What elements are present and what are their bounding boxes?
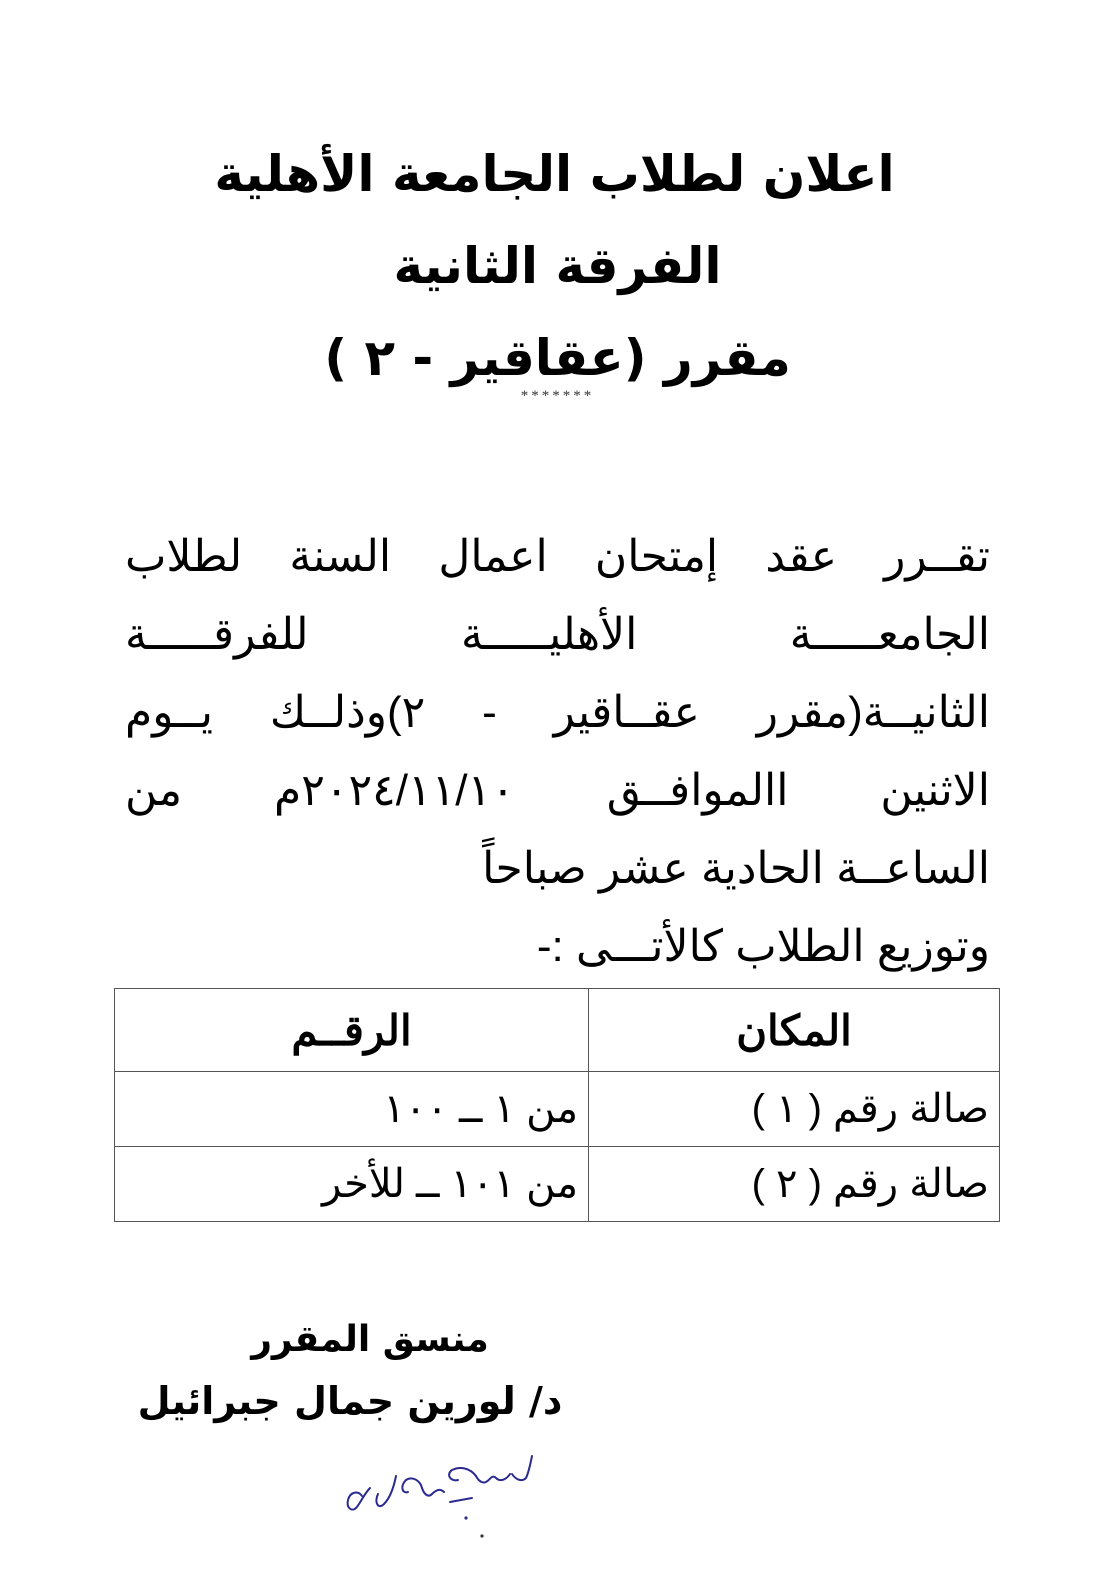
header-place: المكان — [589, 989, 1000, 1072]
cell-range: من ١٠١ ــ للأخر — [115, 1147, 589, 1222]
signature-block — [120, 1310, 580, 1432]
handwritten-signature-icon — [340, 1452, 540, 1542]
header-number: الرقــم — [115, 989, 589, 1072]
table-row — [115, 1072, 1000, 1147]
cell-place: صالة رقم ( ١ ) — [589, 1072, 1000, 1147]
title-line-course: مقرر (عقاقير - ٢ ) — [324, 329, 791, 387]
title-line-year: الفرقة الثانية — [393, 237, 722, 295]
title-line-audience: اعلان لطلاب الجامعة الأهلية — [214, 145, 895, 203]
body-line: وتوزيع الطلاب كالأتـــى :- — [536, 922, 990, 971]
announcement-title — [0, 128, 1115, 404]
table-header-row — [115, 989, 1000, 1072]
coordinator-role: منسق المقرر — [251, 1319, 489, 1360]
announcement-body — [125, 518, 990, 986]
body-line: الثانيــة(مقرر عقــاقير - ٢)وذلــك يــوم — [125, 688, 990, 737]
coordinator-name: د/ لورين جمال جبرائيل — [137, 1379, 563, 1423]
body-line: الاثنين االموافــق ٢٠٢٤/١١/١٠م من — [125, 766, 991, 815]
table-row — [115, 1147, 1000, 1222]
body-line: الجامعـــــة الأهليـــــة للفرقـــــة — [125, 610, 990, 659]
cell-place: صالة رقم ( ٢ ) — [589, 1147, 1000, 1222]
distribution-table — [114, 988, 1000, 1222]
cell-range: من ١ ــ ١٠٠ — [115, 1072, 589, 1147]
body-line: الساعــة الحادية عشر صباحاً — [482, 844, 990, 893]
separator: ******* — [520, 388, 595, 404]
body-line: تقــرر عقد إمتحان اعمال السنة لطلاب — [125, 532, 990, 581]
